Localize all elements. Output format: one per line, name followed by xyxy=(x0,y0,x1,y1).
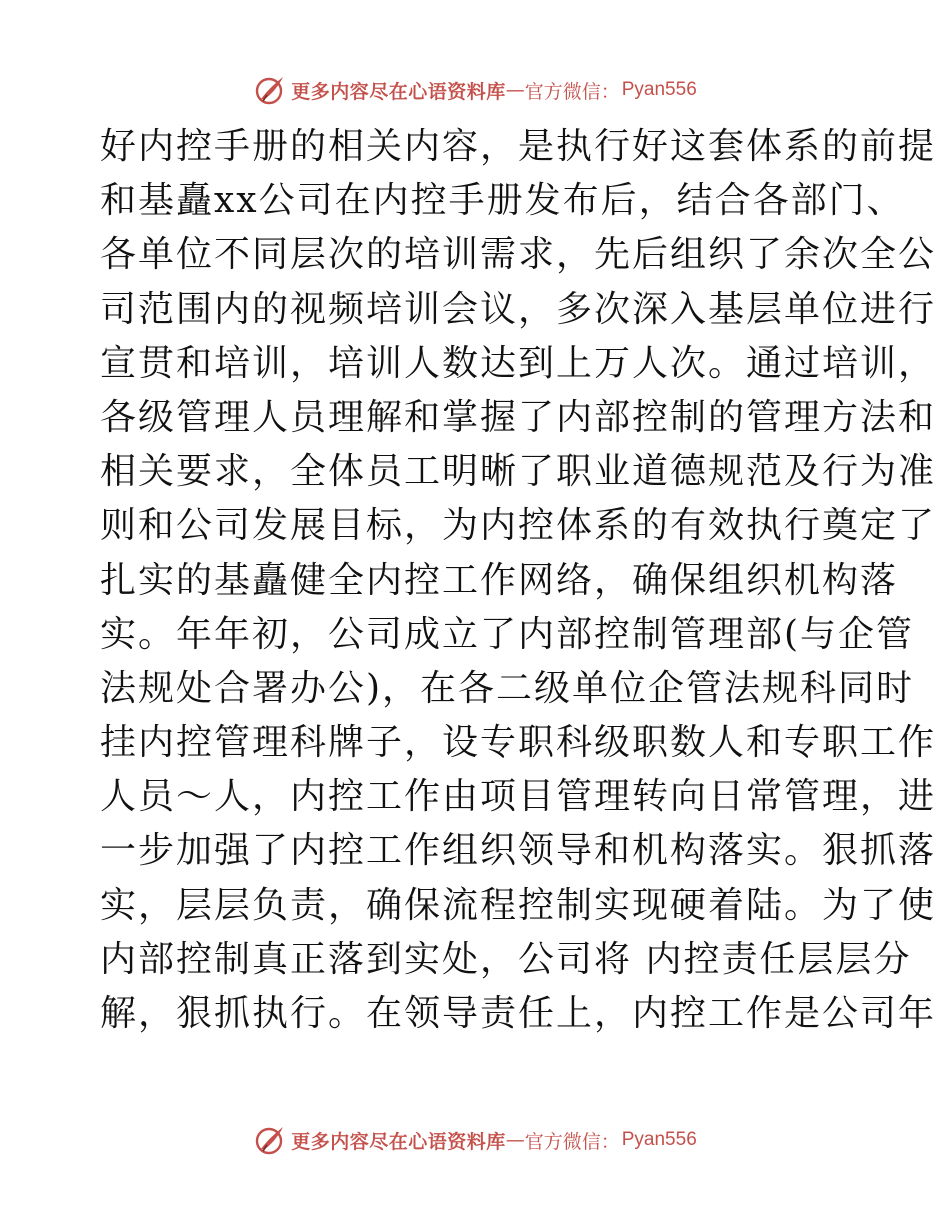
text-line: 和基矗xx公司在内控手册发布后，结合各部门、 xyxy=(100,180,905,222)
text-line: 解，狠抓执行。在领导责任上，内控工作是公司年 xyxy=(100,993,937,1034)
quill-logo-icon xyxy=(253,1123,287,1157)
text-line: 实。年年初，公司成立了内部控制管理部(与企管 xyxy=(100,613,915,655)
banner-wechat-label: 官方微信： xyxy=(524,80,620,103)
header-watermark-banner xyxy=(0,70,950,110)
text-line: 挂内控管理科牌子，设专职科级职数人和专职工作 xyxy=(100,722,937,764)
text-line: 一步加强了内控工作组织领导和机构落实。狠抓落 xyxy=(100,830,937,872)
footer-watermark-banner xyxy=(0,1120,950,1160)
text-line: 则和公司发展目标，为内控体系的有效执行奠定了 xyxy=(100,505,937,547)
banner-dash: — xyxy=(505,1129,525,1151)
text-line: 宣贯和培训，培训人数达到上万人次。通过培训， xyxy=(100,342,937,384)
banner-main-text: 更多内容尽在心语资料库 xyxy=(291,1130,506,1153)
text-line: 司范围内的视频培训会议，多次深入基层单位进行 xyxy=(100,288,937,330)
text-line: 法规处合署办公)，在各二级单位企管法规科同时 xyxy=(100,667,915,709)
text-line: 相关要求，全体员工明晰了职业道德规范及行为准 xyxy=(100,451,937,493)
text-line: 实，层层负责，确保流程控制实现硬着陆。为了使 xyxy=(100,884,937,926)
body-paragraph xyxy=(100,120,937,1041)
banner-wechat-label: 官方微信： xyxy=(524,1130,620,1153)
quill-logo-icon xyxy=(253,73,287,107)
text-line: 各级管理人员理解和掌握了内部控制的管理方法和 xyxy=(100,396,937,438)
text-line: 扎实的基矗健全内控工作网络，确保组织机构落 xyxy=(100,559,899,601)
text-line: 好内控手册的相关内容，是执行好这套体系的前提 xyxy=(100,126,937,167)
text-line: 各单位不同层次的培训需求，先后组织了余次全公 xyxy=(100,234,937,276)
banner-main-text: 更多内容尽在心语资料库 xyxy=(291,80,506,103)
banner-dash: — xyxy=(505,79,525,101)
text-line: 人员～人，内控工作由项目管理转向日常管理，进 xyxy=(100,776,937,818)
banner-wechat-id: Pyan556 xyxy=(621,79,697,100)
banner-wechat-id: Pyan556 xyxy=(621,1129,697,1150)
text-line: 内部控制真正落到实处，公司将 内控责任层层分 xyxy=(100,938,912,980)
